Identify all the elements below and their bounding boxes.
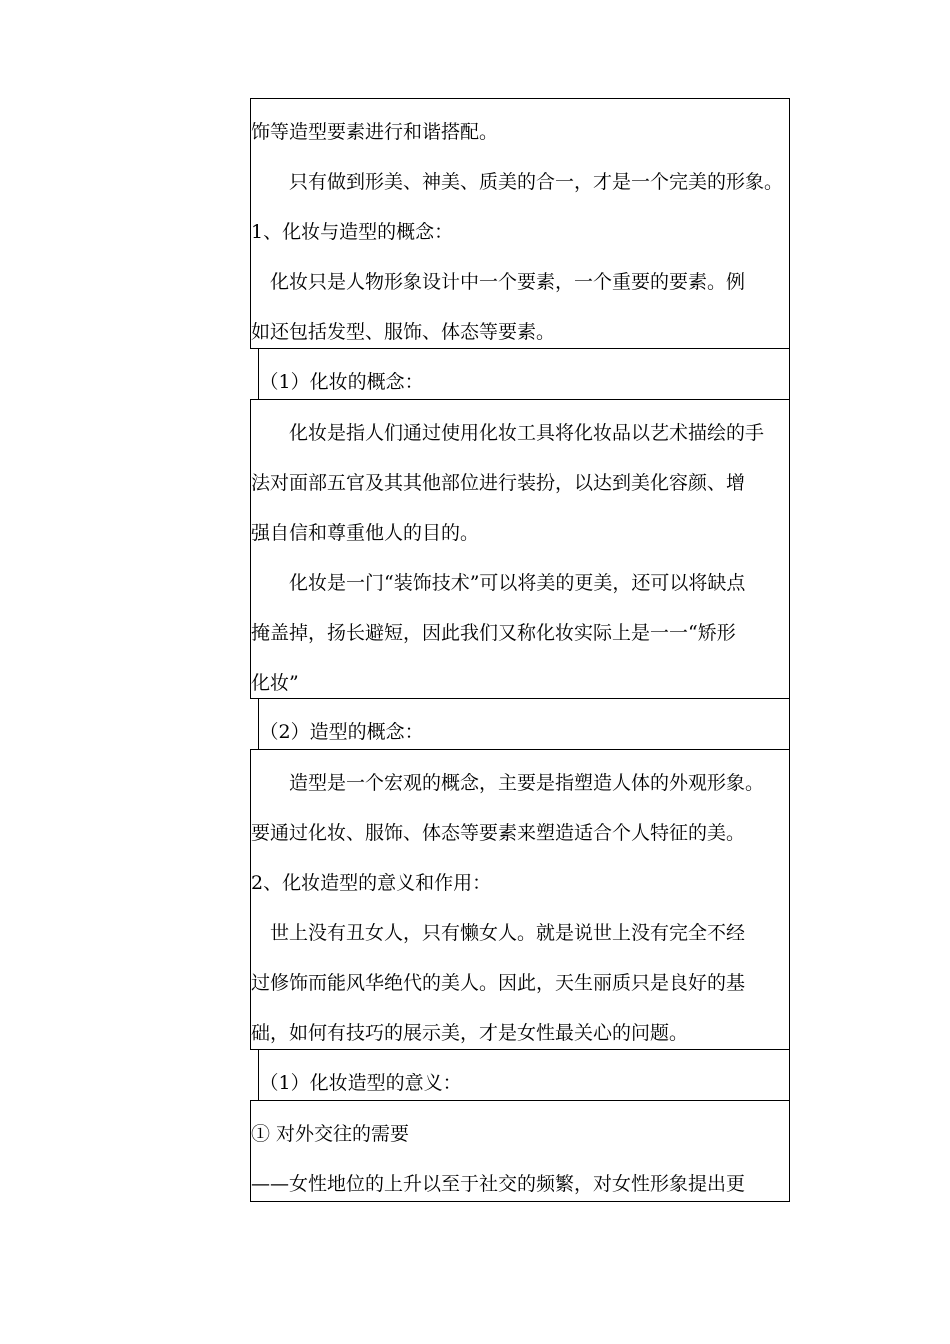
text-block-styling-concept: [250, 749, 790, 1050]
text-line: 化妆是一门“装饰技术”可以将美的更美，还可以将缺点: [251, 572, 746, 594]
text-block-meaning: [250, 1100, 790, 1202]
text-line: 化妆只是人物形象设计中一个要素，一个重要的要素。例: [251, 271, 746, 293]
text-line: 掩盖掉，扬长避短，因此我们又称化妆实际上是一一“矫形: [251, 622, 736, 644]
text-line: 饰等造型要素进行和谐搭配。: [251, 121, 499, 143]
text-line: 世上没有丑女人，只有懒女人。就是说世上没有完全不经: [251, 922, 746, 944]
subheading-row: [250, 348, 790, 400]
text-line: ——女性地位的上升以至于社交的频繁，对女性形象提出更: [251, 1173, 746, 1195]
text-line: 如还包括发型、服饰、体态等要素。: [251, 321, 556, 343]
section-heading: 2、化妆造型的意义和作用：: [251, 872, 492, 894]
list-item-heading: ① 对外交往的需要: [251, 1123, 410, 1145]
text-block-makeup-concept: [250, 399, 790, 699]
text-line: 造型是一个宏观的概念，主要是指塑造人体的外观形象。: [251, 772, 765, 794]
text-line: 过修饰而能风华绝代的美人。因此，天生丽质只是良好的基: [251, 972, 746, 994]
text-line: 强自信和尊重他人的目的。: [251, 522, 480, 544]
subheading-styling-concept: （2）造型的概念：: [250, 721, 424, 743]
subheading-makeup-concept: （1）化妆的概念：: [250, 371, 424, 393]
text-line: 只有做到形美、神美、质美的合一，才是一个完美的形象。: [251, 171, 784, 193]
subheading-row: [250, 698, 790, 750]
section-heading: 1、化妆与造型的概念：: [251, 221, 454, 243]
text-line: 化妆是指人们通过使用化妆工具将化妆品以艺术描绘的手: [251, 422, 765, 444]
text-block-intro: [250, 98, 790, 349]
text-line: 法对面部五官及其其他部位进行装扮，以达到美化容颜、增: [251, 472, 746, 494]
text-line: 础，如何有技巧的展示美，才是女性最关心的问题。: [251, 1022, 689, 1044]
subheading-row: [250, 1049, 790, 1101]
subheading-styling-meaning: （1）化妆造型的意义：: [250, 1072, 462, 1094]
text-line: 化妆”: [251, 672, 299, 694]
text-line: 要通过化妆、服饰、体态等要素来塑造适合个人特征的美。: [251, 822, 746, 844]
